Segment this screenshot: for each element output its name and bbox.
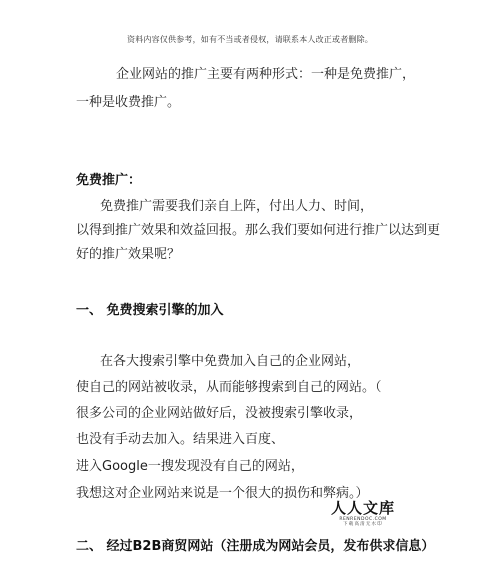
watermark-title: 人人文库 [330,499,395,517]
section-1-line-3: 很多公司的企业网站做好后，没被搜索引擎收录， [76,406,363,421]
section-2-heading: 二、 经过B2B商贸网站（注册成为网站会员，发布供求信息） [76,539,435,554]
watermark-domain: RENRENDOC.COM [339,517,387,522]
free-body-line-3: 好的推广效果呢？ [76,247,181,262]
section-1-line-2: 使自己的网站被收录，从而能够搜索到自己的网站。（ [76,380,382,395]
section-1-line-5: 进入Google一搜发现没有自己的网站， [76,459,304,474]
section-1-line-6: 我想这对企业网站来说是一个很大的损伤和弊病。） [76,486,369,501]
intro-line-2: 一种是收费推广。 [76,95,181,110]
section-1-line-4: 也没有手动去加入。结果进入百度、 [76,432,285,447]
free-promotion-heading: 免费推广： [76,173,142,188]
free-body-line-1: 免费推广需要我们亲自上阵，付出人力、时间， [100,199,374,214]
renrendoc-watermark [320,500,406,528]
intro-line-1: 企业网站的推广主要有两种形式：一种是免费推广， [116,67,416,82]
free-body-line-2: 以得到推广效果和效益回报。那么我们要如何进行推广以达到更 [76,223,441,238]
section-1-line-1: 在各大搜索引擎中免费加入自己的企业网站， [100,354,361,369]
watermark-slogan: 下载高清无水印 [343,522,383,527]
header-disclaimer: 资料内容仅供参考，如有不当或者侵权，请联系本人改正或者删除。 [127,35,373,44]
section-1-heading: 一、 免费搜索引擎的加入 [76,303,224,318]
